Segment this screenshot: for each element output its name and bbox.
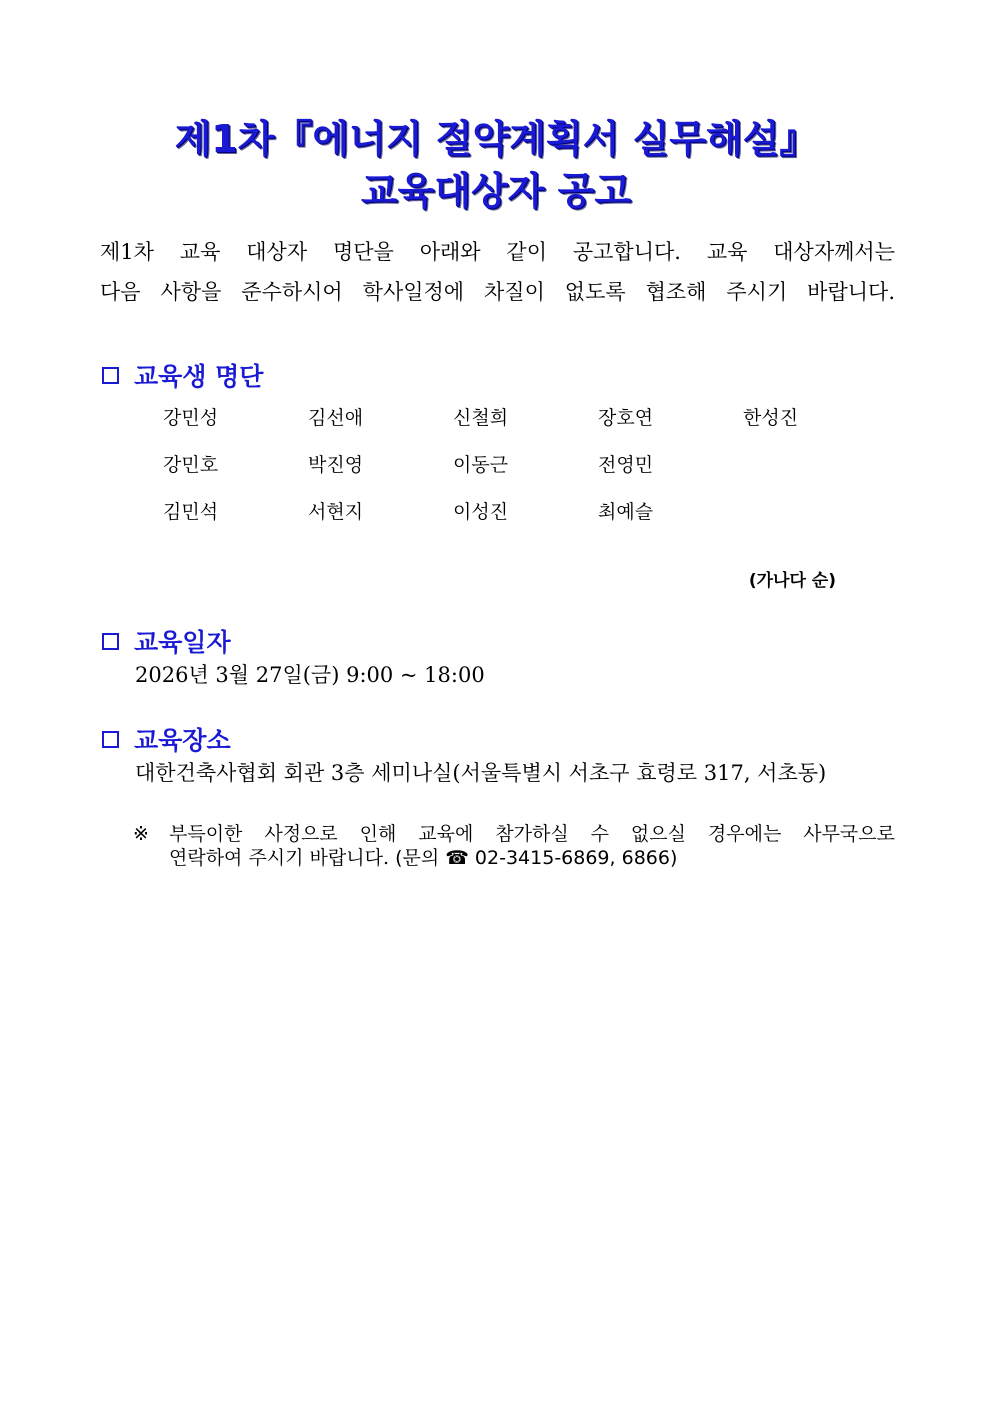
education-date: 2026년 3월 27일(금) 9:00 ~ 18:00: [135, 663, 485, 687]
contact-info: (문의 ☎ 02-3415-6869, 6866): [395, 847, 678, 869]
reference-mark-icon: ※: [133, 823, 149, 845]
section-roster-heading: [102, 358, 263, 392]
section-date-label: 교육일자: [134, 628, 231, 657]
section-place-label: 교육장소: [134, 726, 231, 755]
notice-line2-text: 연락하여 주시기 바랍니다.: [169, 847, 390, 869]
section-date-heading: [102, 624, 231, 658]
order-note: (가나다 순): [748, 571, 836, 591]
roster-name: 이동근: [453, 454, 509, 476]
notice-line1: 부득이한 사정으로 인해 교육에 참가하실 수 없으실 경우에는 사무국으로: [169, 823, 895, 845]
section-roster-label: 교육생 명단: [134, 362, 264, 391]
education-place: 대한건축사협회 회관 3층 세미나실(서울특별시 서초구 효령로 317, 서초동): [135, 761, 827, 785]
checkbox-square-icon: [102, 367, 119, 384]
roster-name: 박진영: [308, 454, 364, 476]
roster-name: 강민호: [163, 454, 219, 476]
roster-name: 전영민: [598, 454, 654, 476]
checkbox-square-icon: [102, 731, 119, 748]
roster-name: 최예슬: [598, 501, 654, 523]
roster-name: 장호연: [598, 407, 654, 429]
checkbox-square-icon: [102, 633, 119, 650]
roster-name: 김선애: [308, 407, 364, 429]
roster-name: 김민석: [163, 501, 219, 523]
roster-name: 이성진: [453, 501, 509, 523]
intro-line2: 다음 사항을 준수하시어 학사일정에 차질이 없도록 협조해 주시기 바랍니다.: [100, 280, 895, 304]
roster-name: 한성진: [743, 407, 799, 429]
roster-name: 강민성: [163, 407, 219, 429]
roster-name: 서현지: [308, 501, 364, 523]
roster-name: 신철희: [453, 407, 509, 429]
notice-line2: [169, 846, 677, 870]
intro-line1: 제1차 교육 대상자 명단을 아래와 같이 공고합니다. 교육 대상자께서는: [100, 240, 895, 264]
section-place-heading: [102, 722, 231, 756]
document-title-line2: 교육대상자 공고: [360, 169, 632, 213]
document-title-line1: 제1차『에너지 절약계획서 실무해설』: [174, 117, 818, 161]
